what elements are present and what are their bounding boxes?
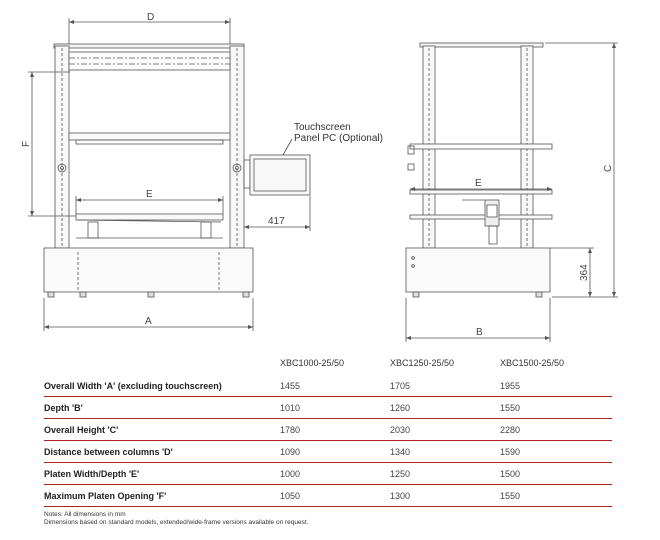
row-label: Distance between columns 'D'	[44, 441, 280, 463]
dim-label-364: 364	[579, 264, 590, 281]
table-row	[44, 485, 612, 507]
table-row	[44, 419, 612, 441]
row-label: Maximum Platen Opening 'F'	[44, 485, 280, 507]
side-view	[406, 43, 618, 342]
notes-line-1: Notes: All dimensions in mm	[44, 511, 126, 518]
cell-value: 1780	[280, 419, 390, 441]
cell-value: 1250	[390, 463, 500, 485]
touchscreen-callout-line2: Panel PC (Optional)	[294, 133, 383, 144]
dim-label-d: D	[147, 12, 155, 23]
dim-label-a: A	[145, 316, 152, 327]
header-xbc1250: XBC1250-25/50	[390, 358, 455, 368]
cell-value: 1550	[500, 485, 612, 507]
cell-value: 1340	[390, 441, 500, 463]
notes	[44, 511, 308, 527]
cell-value: 1050	[280, 485, 390, 507]
dim-label-f: F	[21, 140, 32, 147]
cell-value: 1300	[390, 485, 500, 507]
cell-value: 1000	[280, 463, 390, 485]
cell-value: 1010	[280, 397, 390, 419]
front-view	[28, 18, 310, 331]
table-row	[44, 397, 612, 419]
cell-value: 1455	[280, 375, 390, 397]
dim-label-e-front: E	[146, 189, 153, 200]
row-label: Overall Height 'C'	[44, 419, 280, 441]
table-row	[44, 463, 612, 485]
header-blank	[44, 356, 280, 375]
header-xbc1500: XBC1500-25/50	[500, 358, 565, 368]
spec-table	[44, 356, 612, 507]
row-label: Depth 'B'	[44, 397, 280, 419]
cell-value: 1500	[500, 463, 612, 485]
cell-value: 2280	[500, 419, 612, 441]
spec-table-header	[44, 356, 612, 375]
dim-label-b: B	[476, 327, 483, 338]
header-xbc1000: XBC1000-25/50	[280, 358, 345, 368]
cell-value: 1260	[390, 397, 500, 419]
cell-value: 1090	[280, 441, 390, 463]
row-label: Overall Width 'A' (excluding touchscreen)	[44, 375, 280, 397]
dim-label-c: C	[603, 164, 614, 172]
touchscreen-callout-line1: Touchscreen	[294, 122, 351, 133]
dim-label-417: 417	[268, 216, 285, 227]
row-label: Platen Width/Depth 'E'	[44, 463, 280, 485]
table-row	[44, 375, 612, 397]
cell-value: 1955	[500, 375, 612, 397]
cell-value: 1705	[390, 375, 500, 397]
table-row	[44, 441, 612, 463]
cell-value: 2030	[390, 419, 500, 441]
dim-label-e-side: E	[475, 178, 482, 189]
cell-value: 1590	[500, 441, 612, 463]
cell-value: 1550	[500, 397, 612, 419]
notes-line-2: Dimensions based on standard models, extended/wide-frame versions available on request.	[44, 519, 309, 526]
